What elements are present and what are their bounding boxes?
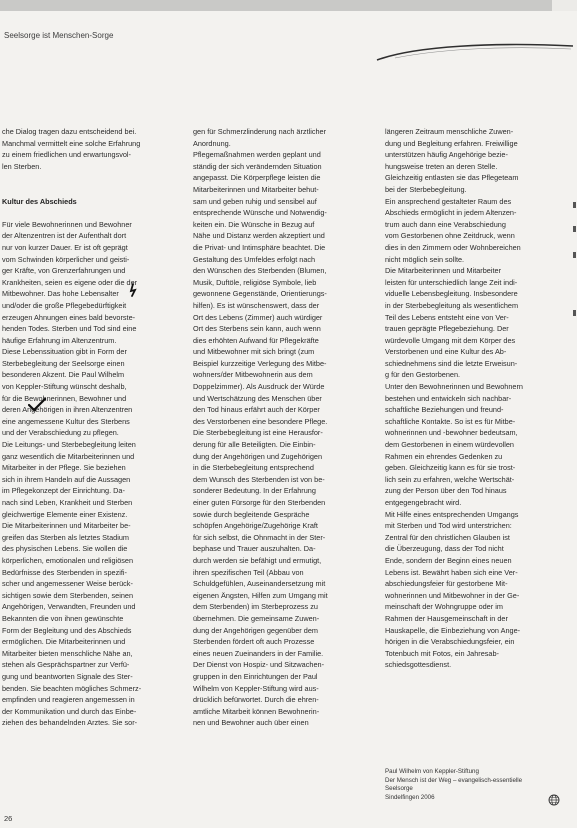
text-line: entgegengebracht wird. (385, 498, 462, 507)
text-line: und Mitbewohner mit sich bringt (zum (193, 347, 315, 357)
text-line: schaftliche Kontakte. So ist es für Mitbe- (385, 416, 516, 426)
text-line: die Privat- und Intimsphäre beachtet. Die (193, 242, 326, 252)
text-line: Ort des Lebens (Zimmer) auch würdiger (193, 312, 323, 322)
text-line: Ein ansprechend gestalteter Raum des (385, 196, 512, 206)
text-line: durch werden sie befähigt und ermutigt, (193, 555, 322, 565)
text-line: Angehörigen, Verwandten, Freunden und (2, 602, 136, 612)
text-line: längeren Zeitraum menschliche Zuwen- (385, 127, 514, 136)
text-line: Wilhelm von Keppler-Stiftung wird aus- (193, 683, 319, 693)
top-bar-edge (552, 0, 577, 11)
text-line: Beispiel kurzzeitige Verlegung des Mitbe- (193, 358, 327, 368)
text-line: keiten ein. Die Wünsche in Bezug auf (193, 219, 315, 229)
text-line: Gestaltung des Umfeldes erfolgt nach (193, 254, 316, 264)
text-line: dem Wunsch des Sterbenden ist von be- (193, 474, 325, 484)
text-line: schiednehmens sind die letzte Erweisun- (385, 358, 518, 368)
text-line: gen für Schmerzlinderung nach ärztlicher (193, 127, 327, 136)
text-line: eines neuen Zueinanders in der Familie. (193, 648, 324, 658)
text-line: nur von kurzer Dauer. Er ist oft geprägt (2, 242, 128, 252)
text-line: greifen das Sterben als letztes Stadium (2, 532, 129, 542)
text-line: einer guten Fürsorge für den Sterbenden (193, 498, 326, 507)
section-heading: Kultur des Abschieds (2, 196, 77, 206)
text-line: deren Angehörigen in ihren Altenzentren (2, 405, 133, 415)
text-line: abschiedungsfeier für gestorbene Mit- (385, 579, 508, 589)
text-line: Mitarbeiter bieten menschliche Nähe an, (2, 648, 133, 658)
text-line: Ende, sondern der Beginn eines neuen (385, 555, 512, 565)
text-line: ermöglichen. Die Mitarbeiterinnen und (2, 637, 126, 647)
blank-line (2, 207, 180, 219)
text-line: Für viele Bewohnerinnen und Bewohner (2, 219, 132, 229)
text-line: Lebens ist. Bewährt haben sich eine Ver- (385, 567, 518, 577)
text-line: sonderer Bedeutung. In der Erfahrung (193, 486, 316, 496)
text-line: Der Dienst von Hospiz- und Sitzwachen- (193, 660, 324, 670)
text-line: körperlichen, emotionalen und religiösen (2, 555, 134, 565)
text-line: im Pflegekonzept der Einrichtung. Da- (2, 486, 125, 496)
text-line: Hauskapelle, die Einbeziehung von Ange- (385, 625, 521, 635)
text-line: Gleichzeitig entlasten sie das Pflegeteam (385, 173, 519, 183)
text-line: der Kommunikation und durch das Einbe- (2, 706, 137, 716)
text-line: für die Bewohnerinnen, Bewohner und (2, 393, 127, 403)
text-line: mit Sterben und Tod wird unterstrichen: (385, 521, 512, 531)
text-line: sowie durch begleitende Gespräche (193, 509, 310, 519)
text-line: henden Todes. Sterben und Tod sind eine (2, 324, 137, 334)
text-line: in der Sterbebegleitung als wesentlichem (385, 300, 519, 310)
text-line: dung der Angehörigen gegenüber dem (193, 625, 318, 635)
text-line: dem Gestorbenen in einem würdevollen (385, 440, 514, 450)
text-line: Musik, Duftöle, religiöse Symbole, lieb (193, 277, 317, 287)
text-line: erzeugen Ahnungen eines bald bevorste- (2, 312, 136, 322)
check-mark (28, 398, 46, 412)
text-line: meinschaft der Wohngruppe oder im (385, 602, 503, 612)
text-line: Verstorbenen und eine Kultur des Ab- (385, 347, 507, 357)
text-line: hörigen in die Verabschiedungsfeier, ein (385, 637, 515, 647)
credit-line: Seelsorge (385, 785, 413, 793)
text-line: des physischen Lebens. Sie wollen die (2, 544, 128, 554)
text-line: wohnerinnen und -bewohner bedeutsam, (385, 428, 518, 438)
text-line: Die Leitungs- und Sterbebegleitung leiten (2, 440, 136, 450)
text-line: Pflegemaßnahmen werden geplant und (193, 150, 321, 160)
text-line: gruppen in den Einrichtungen der Paul (193, 671, 318, 681)
text-line: und der Verabschiedung zu pflegen. (2, 428, 119, 438)
text-line: den Wünschen des Sterbenden (Blumen, (193, 266, 327, 276)
text-line: besonderen Akzent. Die Paul Wilhelm (2, 370, 125, 380)
text-line: sich in ihrem Handeln auf die Aussagen (2, 474, 131, 484)
text-column-3 (385, 126, 565, 671)
text-line: Bedürfnisse des Sterbenden in spezifi- (2, 567, 127, 577)
text-line: len Sterben. (2, 161, 42, 171)
text-line: Schuldgefühlen, Auseinandersetzung mit (193, 579, 326, 589)
text-line: Doppelzimmer). Als Ausdruck der Würde (193, 382, 325, 392)
text-line: bephase und Trauer auszuhalten. Da- (193, 544, 316, 554)
text-line: drücklich befürwortet. Durch die ehren- (193, 695, 319, 705)
text-line: Die Mitarbeiterinnen und Mitarbeiter (385, 266, 501, 276)
text-line: stehen als Gesprächspartner zur Verfü- (2, 660, 130, 670)
text-line: ganz wesentlich die Mitarbeiterinnen und (2, 451, 135, 461)
text-line: vom Gestorbenen ohne Zeitdruck, wenn (385, 231, 515, 241)
text-line: Sterbebegleitung der Seelsorge einen (2, 358, 125, 368)
text-line: eigenen Ängsten, Hilfen zum Umgang mit (193, 590, 328, 600)
text-line: nicht möglich sein sollte. (385, 254, 465, 264)
credit-line: Der Mensch ist der Weg – evangelisch-essentielle (385, 776, 523, 784)
text-line: Totenbuch mit Fotos, ein Jahresab- (385, 648, 499, 658)
text-line: ständig der sich verändernden Situation (193, 161, 322, 171)
text-line: Die Sterbebegleitung ist eine Herausfor- (193, 428, 323, 438)
text-line: in die Sterbebegleitung entsprechend (193, 463, 314, 473)
text-line: Mitbewohner. Das hohe Lebensalter (2, 289, 119, 299)
text-line: der Altenzentren ist der Aufenthalt dort (2, 231, 127, 241)
text-line: amtliche Mitarbeit können Bewohnerin- (193, 706, 320, 716)
text-column-2 (193, 126, 373, 729)
text-line: und Wertschätzung des Menschen über (193, 393, 322, 403)
text-line: für sich selbst, die Ohnmacht in der Ster- (193, 532, 326, 542)
text-line: trum auch dann eine Verabschiedung (385, 219, 506, 229)
pen-mark (128, 283, 138, 297)
globe-icon (548, 794, 560, 806)
text-line: sichtigen sowie dem Sterbenden, seinen (2, 590, 134, 600)
text-line: zung der Person über den Tod hinaus (385, 486, 507, 496)
text-line: die Überzeugung, dass der Tod nicht (385, 544, 504, 554)
text-line: Bekannten die von ihnen gewünschte (2, 613, 124, 623)
text-line: sam und geben ruhig und sensibel auf (193, 196, 317, 206)
text-line: lich sein zu erfahren, welche Wertschät- (385, 474, 515, 484)
text-line: schiedsgottesdienst. (385, 660, 452, 670)
text-line: Nähe und Distanz werden akzeptiert und (193, 231, 325, 241)
credit-line: Sindelfingen 2006 (385, 793, 435, 801)
text-line: bei der Sterbebegleitung. (385, 184, 467, 194)
source-credit (385, 768, 565, 802)
text-line: derung für alle Beteiligten. Die Einbin- (193, 440, 316, 450)
text-line: dem Sterbenden) im Sterbeprozess zu (193, 602, 318, 612)
text-line: g für den Gestorbenen. (385, 370, 461, 380)
text-line: Die Mitarbeiterinnen und Mitarbeiter be- (2, 521, 131, 531)
text-line: von Keppler-Stiftung wünscht deshalb, (2, 382, 127, 392)
text-line: schaftliche Beziehungen und freund- (385, 405, 504, 415)
text-line: scher und angemessener Weise berück- (2, 579, 133, 589)
text-line: viduelle Lebensbegleitung. Insbesondere (385, 289, 518, 299)
text-line: Mitarbeiter in der Pflege. Sie beziehen (2, 463, 126, 473)
text-line: Form der Begleitung und des Abschieds (2, 625, 132, 635)
text-line: Rahmen der Hausgemeinschaft in der (385, 613, 508, 623)
text-line: Manchmal vermittelt eine solche Erfahrung (2, 138, 141, 148)
text-line: den Tod hinaus erfährt auch der Körper (193, 405, 320, 415)
text-line: Anordnung. (193, 138, 231, 148)
text-line: dies erhöhten Aufwand für Pflegekräfte (193, 335, 319, 345)
decorative-swoosh (375, 40, 575, 80)
text-line: nen und Bewohner auch über einen (193, 718, 309, 728)
text-line: Diese Lebenssituation gibt in Form der (2, 347, 127, 357)
text-line: geben. Gleichzeitig kann es für sie trost- (385, 463, 516, 473)
text-line: dung der Angehörigen und Zugehörigen (193, 451, 323, 461)
text-line: Zentral für den christlichen Glauben ist (385, 532, 510, 542)
text-line: gung und beantworten Signale des Ster- (2, 671, 133, 681)
text-line: trauen geprägte Pflegebeziehung. Der (385, 324, 509, 334)
text-line: Rahmen ein ehrendes Gedenken zu (385, 451, 503, 461)
text-line: Mitarbeiterinnen und Mitarbeiter behut- (193, 184, 319, 194)
text-line: übernehmen. Die gemeinsame Zuwen- (193, 613, 320, 623)
text-line: Sterbenden fördert oft auch Prozesse (193, 637, 315, 647)
blank-line (2, 172, 180, 184)
text-line: Krankheiten, seien es eigene oder die der (2, 277, 138, 287)
text-line: Unter den Bewohnerinnen und Bewohnern (385, 382, 523, 392)
text-line: benden. Sie beachten mögliches Schmerz- (2, 683, 142, 693)
text-line: vom Schwinden körperlicher und geisti- (2, 254, 130, 264)
text-column-1 (2, 126, 180, 729)
text-line: würdevolle Umgang mit dem Körper des (385, 335, 516, 345)
text-line: nach sind Leben, Krankheit und Sterben (2, 498, 133, 507)
text-line: häufige Erfahrung im Altenzentrum. (2, 335, 117, 345)
text-line: leisten für unterschiedlich lange Zeit indi- (385, 277, 518, 287)
text-line: und/oder die große Pflegebedürftigkeit (2, 300, 127, 310)
text-line: gleichwertige Elemente einer Existenz. (2, 509, 128, 519)
text-line: dies in den Zimmern oder Wohnbereichen (385, 242, 521, 252)
text-line: ger Kräfte, von Grenzerfahrungen und (2, 266, 126, 276)
top-bar (0, 0, 577, 11)
text-line: empfinden und reagieren angemessen in (2, 695, 135, 705)
credit-line: Paul Wilhelm von Keppler-Stiftung (385, 768, 479, 775)
text-line: bestehen und entwickeln sich nachbar- (385, 393, 512, 403)
page-number: 26 (4, 814, 13, 823)
text-line: des Verstorbenen eine besondere Pflege. (193, 416, 328, 426)
text-line: wohnerinnen und Mitbewohner in der Ge- (385, 590, 520, 600)
text-line: hungsweise treten an deren Stelle. (385, 161, 498, 171)
text-line: Ort des Sterbens sein kann, auch wenn (193, 324, 321, 334)
text-line: wohners/der Mitbewohnerin aus dem (193, 370, 313, 380)
page-edge-marks (572, 200, 577, 320)
text-line: zu einem friedlichen und erwartungsvol- (2, 150, 131, 160)
text-line: hilfen). Es ist wünschenswert, dass der (193, 300, 320, 310)
text-line: gewonnene Gegenstände, Orientierungs- (193, 289, 327, 299)
text-line: eine angemessene Kultur des Sterbens (2, 416, 130, 426)
text-line: ziehen des behandelnden Arztes. Sie sor- (2, 718, 138, 728)
text-line: ihren spezifischen Teil (Abbau von (193, 567, 304, 577)
section-title: Seelsorge ist Menschen-Sorge (4, 31, 114, 40)
text-line: angepasst. Die Körperpflege leisten die (193, 173, 321, 183)
text-line: schöpfen Angehörige/Zugehörige Kraft (193, 521, 318, 531)
text-line: Mit Hilfe eines entsprechenden Umgangs (385, 509, 519, 519)
text-line: unterstützen häufig Angehörige bezie- (385, 150, 508, 160)
blank-line (2, 184, 180, 196)
text-line: entsprechende Wünsche und Notwendig- (193, 208, 327, 218)
text-line: Teil des Lebens entsteht eine von Ver- (385, 312, 509, 322)
text-line: Abschieds ermöglicht in jedem Altenzen- (385, 208, 517, 218)
text-line: che Dialog tragen dazu entscheidend bei. (2, 127, 137, 136)
text-line: dung und Begleitung erfahren. Freiwillige (385, 138, 518, 148)
